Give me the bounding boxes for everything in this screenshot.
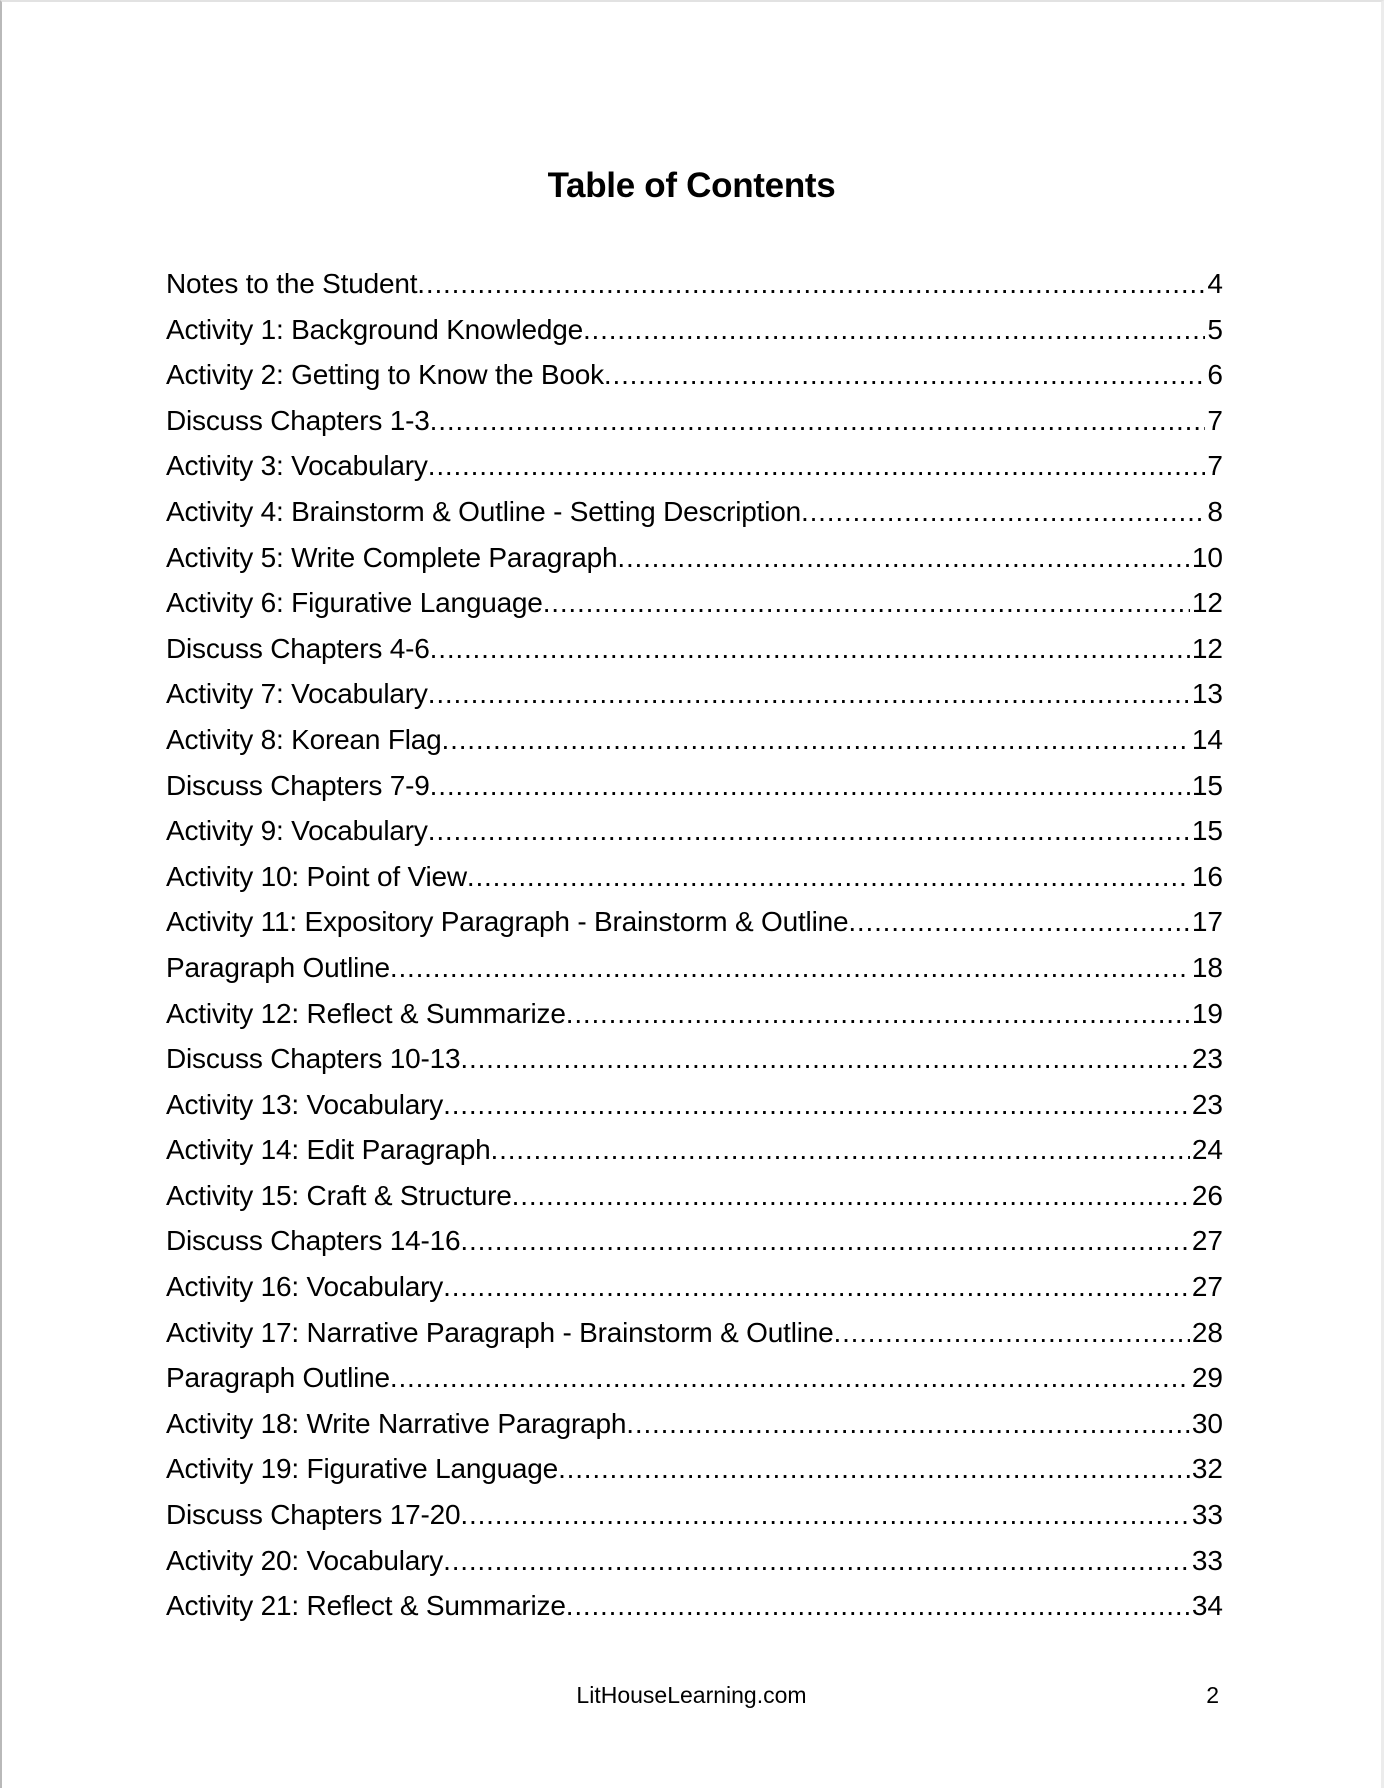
- dot-leader: [428, 446, 1206, 486]
- toc-entry-page-number: 16: [1191, 860, 1223, 892]
- dot-leader: [460, 1039, 1189, 1079]
- toc-entry-label: Discuss Chapters 17-20: [166, 1499, 461, 1531]
- toc-entry-label: Activity 14: Edit Paragraph: [166, 1134, 491, 1166]
- toc-entry[interactable]: [166, 1039, 1223, 1085]
- dot-leader: [460, 1221, 1189, 1261]
- toc-entry[interactable]: [166, 583, 1223, 629]
- toc-entry[interactable]: [166, 401, 1223, 447]
- toc-entry-page-number: 13: [1191, 678, 1223, 710]
- dot-leader: [390, 1358, 1190, 1398]
- toc-entry[interactable]: [166, 1130, 1223, 1176]
- toc-entry[interactable]: [166, 492, 1223, 538]
- dot-leader: [442, 720, 1190, 760]
- toc-entry[interactable]: [166, 1541, 1223, 1587]
- toc-entry-page-number: 6: [1207, 359, 1223, 391]
- dot-leader: [460, 1495, 1189, 1535]
- toc-entry[interactable]: [166, 857, 1223, 903]
- page-title: Table of Contents: [547, 166, 836, 205]
- toc-entry[interactable]: [166, 1267, 1223, 1313]
- dot-leader: [443, 1267, 1190, 1307]
- toc-entry[interactable]: [166, 1176, 1223, 1222]
- toc-entry[interactable]: [166, 629, 1223, 675]
- dot-leader: [428, 811, 1190, 851]
- toc-entry-page-number: 28: [1191, 1316, 1223, 1348]
- toc-entry-page-number: 29: [1191, 1362, 1223, 1394]
- toc-entry[interactable]: [166, 538, 1223, 584]
- toc-entry-label: Activity 8: Korean Flag: [166, 723, 442, 755]
- toc-entry[interactable]: [166, 1313, 1223, 1359]
- toc-entry-page-number: 7: [1207, 450, 1223, 482]
- toc-entry-label: Activity 3: Vocabulary: [166, 450, 428, 482]
- toc-entry-label: Paragraph Outline: [166, 951, 390, 983]
- dot-leader: [443, 1085, 1190, 1125]
- toc-entry-label: Discuss Chapters 1-3: [166, 404, 430, 436]
- toc-entry-page-number: 5: [1207, 313, 1223, 345]
- toc-entry[interactable]: [166, 1358, 1223, 1404]
- toc-entry-label: Paragraph Outline: [166, 1362, 390, 1394]
- dot-leader: [848, 902, 1190, 942]
- toc-entry[interactable]: [166, 1085, 1223, 1131]
- toc-entry-label: Activity 21: Reflect & Summarize: [166, 1590, 566, 1622]
- dot-leader: [491, 1130, 1190, 1170]
- dot-leader: [626, 1404, 1190, 1444]
- dot-leader: [543, 583, 1190, 623]
- dot-leader: [604, 355, 1206, 395]
- toc-entry-page-number: 19: [1191, 997, 1223, 1029]
- dot-leader: [417, 264, 1205, 304]
- toc-entry-page-number: 23: [1191, 1043, 1223, 1075]
- toc-entry-label: Activity 20: Vocabulary: [166, 1544, 444, 1576]
- toc-entry-label: Activity 17: Narrative Paragraph - Brainstorm & Outline: [166, 1316, 834, 1348]
- dot-leader: [430, 629, 1190, 669]
- toc-entry-label: Activity 12: Reflect & Summarize: [166, 997, 566, 1029]
- toc-entry-label: Discuss Chapters 7-9: [166, 769, 430, 801]
- table-of-contents: [166, 264, 1223, 1632]
- toc-entry[interactable]: [166, 1586, 1223, 1632]
- dot-leader: [467, 857, 1190, 897]
- toc-entry-label: Activity 7: Vocabulary: [166, 678, 428, 710]
- dot-leader: [617, 538, 1189, 578]
- toc-entry[interactable]: [166, 1221, 1223, 1267]
- toc-entry-label: Activity 2: Getting to Know the Book: [166, 359, 604, 391]
- footer-page-number: 2: [1206, 1682, 1219, 1708]
- dot-leader: [583, 310, 1205, 350]
- toc-entry-page-number: 33: [1191, 1544, 1223, 1576]
- toc-entry-page-number: 26: [1191, 1179, 1223, 1211]
- toc-entry[interactable]: [166, 948, 1223, 994]
- toc-entry-label: Discuss Chapters 10-13: [166, 1043, 461, 1075]
- toc-entry-label: Activity 4: Brainstorm & Outline - Setting Description: [166, 495, 801, 527]
- toc-entry-label: Discuss Chapters 4-6: [166, 632, 430, 664]
- toc-entry-label: Activity 1: Background Knowledge: [166, 313, 583, 345]
- toc-entry-page-number: 12: [1191, 632, 1223, 664]
- toc-entry-label: Activity 5: Write Complete Paragraph: [166, 541, 618, 573]
- dot-leader: [833, 1313, 1189, 1353]
- dot-leader: [558, 1449, 1190, 1489]
- toc-entry-page-number: 14: [1191, 723, 1223, 755]
- toc-entry-page-number: 10: [1191, 541, 1223, 573]
- toc-entry-page-number: 18: [1191, 951, 1223, 983]
- toc-entry[interactable]: [166, 355, 1223, 401]
- toc-entry[interactable]: [166, 264, 1223, 310]
- dot-leader: [566, 994, 1190, 1034]
- toc-entry-page-number: 4: [1207, 268, 1223, 299]
- toc-entry-label: Activity 18: Write Narrative Paragraph: [166, 1407, 627, 1439]
- dot-leader: [430, 766, 1190, 806]
- toc-entry-page-number: 23: [1191, 1088, 1223, 1120]
- dot-leader: [428, 674, 1190, 714]
- toc-entry-page-number: 8: [1207, 495, 1223, 527]
- toc-entry[interactable]: [166, 310, 1223, 356]
- dot-leader: [566, 1586, 1190, 1626]
- toc-entry-label: Activity 9: Vocabulary: [166, 815, 428, 847]
- toc-entry[interactable]: [166, 1495, 1223, 1541]
- toc-entry-page-number: 17: [1191, 906, 1223, 938]
- toc-entry-label: Activity 16: Vocabulary: [166, 1271, 444, 1303]
- dot-leader: [390, 948, 1190, 988]
- toc-entry-label: Activity 19: Figurative Language: [166, 1453, 559, 1485]
- toc-entry-page-number: 27: [1191, 1271, 1223, 1303]
- toc-entry-label: Activity 11: Expository Paragraph - Brainstorm & Outline: [166, 906, 849, 938]
- toc-entry-label: Activity 13: Vocabulary: [166, 1088, 444, 1120]
- toc-entry-page-number: 27: [1191, 1225, 1223, 1257]
- toc-entry[interactable]: [166, 902, 1223, 948]
- toc-entry-page-number: 7: [1207, 404, 1223, 436]
- toc-entry-label: Discuss Chapters 14-16: [166, 1225, 461, 1257]
- toc-entry-page-number: 33: [1191, 1499, 1223, 1531]
- toc-entry[interactable]: [166, 766, 1223, 812]
- toc-entry[interactable]: [166, 1449, 1223, 1495]
- toc-entry-page-number: 30: [1191, 1407, 1223, 1439]
- toc-entry-label: Activity 6: Figurative Language: [166, 587, 543, 619]
- toc-entry[interactable]: [166, 994, 1223, 1040]
- toc-entry[interactable]: [166, 1404, 1223, 1450]
- toc-entry-page-number: 24: [1191, 1134, 1223, 1166]
- toc-entry-page-number: 12: [1191, 587, 1223, 619]
- toc-entry-page-number: 15: [1191, 815, 1223, 847]
- toc-entry[interactable]: [166, 674, 1223, 720]
- dot-leader: [430, 401, 1206, 441]
- toc-entry-label: Activity 15: Craft & Structure: [166, 1179, 512, 1211]
- dot-leader: [443, 1541, 1190, 1581]
- footer-website: LitHouseLearning.com: [576, 1682, 807, 1708]
- toc-entry-page-number: 34: [1191, 1590, 1223, 1622]
- toc-entry-page-number: 15: [1191, 769, 1223, 801]
- toc-entry[interactable]: [166, 720, 1223, 766]
- toc-entry-label: Activity 10: Point of View: [166, 860, 467, 892]
- toc-entry[interactable]: [166, 811, 1223, 857]
- toc-entry[interactable]: [166, 446, 1223, 492]
- dot-leader: [512, 1176, 1190, 1216]
- toc-entry-label: Notes to the Student: [166, 268, 418, 299]
- dot-leader: [801, 492, 1205, 532]
- toc-entry-page-number: 32: [1191, 1453, 1223, 1485]
